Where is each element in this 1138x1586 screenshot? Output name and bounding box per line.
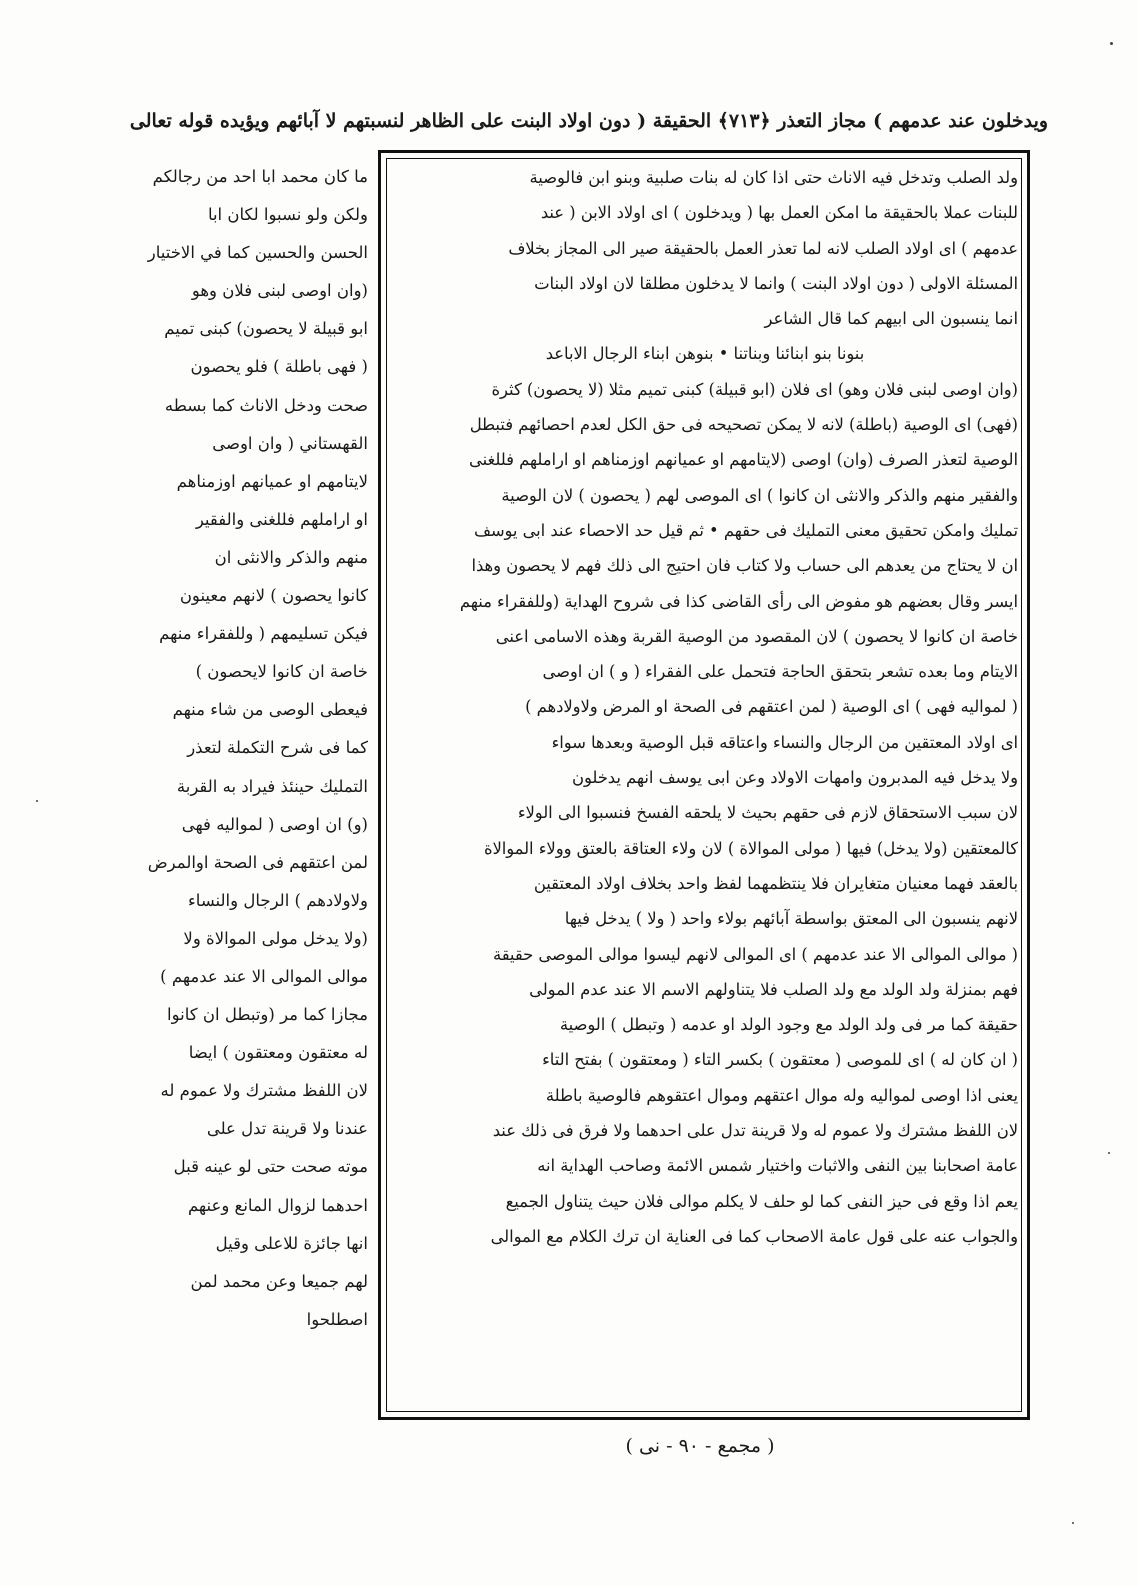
main-line: المسئلة الاولى ( دون اولاد البنت ) وانما لا يدخلون مطلقا لان اولاد البنات: [534, 273, 1018, 293]
main-line: الايتام وما بعده تشعر بتحقق الحاجة فتحمل على الفقراء ( و ) ان اوصى: [542, 662, 1018, 682]
side-line: انها جائزة للاعلى وقيل: [215, 1233, 368, 1253]
scan-speck: [1108, 1152, 1110, 1154]
side-line: (وان اوصى لبنى فلان وهو: [191, 281, 368, 301]
main-line: ولد الصلب وتدخل فيه الاناث حتى اذا كان له بنات صلبية وبنو ابن فالوصية: [529, 168, 1018, 187]
side-line: لايتامهم او عميانهم اوزمناهم: [176, 471, 368, 491]
side-line: له معتقون ومعتقون ) ايضا: [188, 1043, 368, 1063]
signature-mark: ( مجمع - ٩٠ - نى ): [625, 1435, 775, 1457]
main-line: فهم بمنزلة ولد الولد مع ولد الصلب فلا يتناولهم الاسم الا عند عدم المولى: [529, 979, 1018, 999]
poetry-verse: بنونا بنو ابنائنا وبناتنا • بنوهن ابناء الرجال الاباعد: [545, 344, 865, 364]
scan-speck: [1072, 1522, 1074, 1524]
main-line: والفقير منهم والذكر والانثى ان كانوا ) اى الموصى لهم ( يحصون ) لان الوصية: [501, 485, 1018, 505]
side-line: مجازا كما مر (وتبطل ان كانوا: [167, 1005, 368, 1025]
main-line: كالمعتقين (ولا يدخل) فيها ( مولى الموالاة ) لان ولاء العتاقة بالعتق وولاء الموالاة: [483, 838, 1018, 858]
main-line: ( موالى الموالى الا عند عدمهم ) اى الموالى لانهم ليسوا موالى الموصى حقيقة: [492, 944, 1018, 964]
side-column: [118, 158, 368, 1410]
side-line: (ولا يدخل مولى الموالاة ولا: [183, 928, 368, 948]
side-line: خاصة ان كانوا لايحصون ): [195, 662, 368, 682]
side-line: اصطلحوا: [306, 1309, 368, 1329]
main-line: والجواب عنه على قول عامة الاصحاب كما فى العناية ان ترك الكلام مع الموالى: [490, 1226, 1018, 1246]
side-line: لان اللفظ مشترك ولا عموم له: [160, 1081, 368, 1101]
main-line: ( ان كان له ) اى للموصى ( معتقون ) بكسر التاء ( ومعتقون ) بفتح التاء: [542, 1050, 1018, 1070]
main-line: انما ينسبون الى ابيهم كما قال الشاعر: [764, 309, 1018, 329]
main-line: بالعقد فهما معنيان متغايران فلا ينتظمهما لفظ واحد بخلاف اولاد المعتقين: [533, 873, 1018, 893]
side-line: فيكن تسليمهم ( وللفقراء منهم: [159, 624, 368, 644]
scan-speck: [1110, 42, 1113, 45]
side-line: (و) ان اوصى ( لمواليه فهى: [181, 814, 368, 834]
side-line: ابو قبيلة لا يحصون) كبنى تميم: [164, 319, 368, 339]
main-line: لان سبب الاستحقاق لازم فى حقهم بحيث لا يلحقه الفسخ فنسبوا الى الولاء: [517, 803, 1018, 823]
side-line: او اراملهم فللغنى والفقير: [195, 509, 368, 529]
side-line: ( فهى باطلة ) فلو يحصون: [190, 357, 368, 377]
main-line: لانهم ينسبون الى المعتق بواسطة آبائهم بولاء واحد ( ولا ) يدخل فيها: [564, 909, 1018, 929]
main-line: خاصة ان كانوا لا يحصون ) لان المقصود من الوصية القربة وهذه الاسامى اعنى: [495, 626, 1018, 646]
main-line: للبنات عملا بالحقيقة ما امكن العمل بها ( ويدخلون ) اى اولاد الابن ( عند: [540, 203, 1018, 223]
side-line: عندنا ولا قرينة تدل على: [206, 1119, 368, 1139]
side-line: ما كان محمد ابا احد من رجالكم: [152, 167, 368, 186]
side-line: لمن اعتقهم فى الصحة اوالمرض: [147, 852, 368, 872]
side-line: منهم والذكر والانثى ان: [214, 547, 368, 567]
main-column: [392, 160, 1018, 1410]
side-line: فيعطى الوصى من شاء منهم: [172, 700, 368, 720]
side-line: احدهما لزوال المانع وعنهم: [187, 1195, 368, 1215]
main-line: يعنى اذا اوصى لمواليه وله موال اعتقهم وموال اعتقوهم فالوصية باطلة: [545, 1085, 1018, 1105]
scan-speck: [36, 800, 38, 802]
main-line: لان اللفظ مشترك ولا عموم له ولا قرينة تدل على احدهما ولا فرق فى ذلك عند: [492, 1121, 1018, 1141]
side-line: موته صحت حتى لو عينه قبل: [173, 1157, 368, 1177]
side-line: الحسن والحسين كما في الاختيار: [147, 243, 368, 263]
side-line: كانوا يحصون ) لانهم معينون: [179, 586, 368, 606]
side-line: القهستاني ( وان اوصى: [212, 433, 368, 453]
main-line: تمليك وامكن تحقيق معنى التمليك فى حقهم • ثم قيل حد الاحصاء عند ابى يوسف: [473, 520, 1018, 540]
main-line: ( لمواليه فهى ) اى الوصية ( لمن اعتقهم فى الصحة او المرض ولاولادهم ): [525, 697, 1018, 717]
running-header: ويدخلون عند عدمهم ) مجاز التعذر ﴿٧١٣﴾ الحقيقة ( دون اولاد البنت على الظاهر لنسبتهم لا آبائهم ويؤيده قوله تعالى: [129, 110, 1049, 132]
main-line: (وان اوصى لبنى فلان وهو) اى فلان (ابو قبيلة) كبنى تميم مثلا (لا يحصون) كثرة: [491, 379, 1018, 399]
side-line: ولاولادهم ) الرجال والنساء: [188, 890, 368, 910]
side-line: ولكن ولو نسبوا لكان ابا: [207, 205, 368, 225]
main-line: الوصية لتعذر الصرف (وان) اوصى (لايتامهم او عميانهم اوزمناهم او اراملهم فللغنى: [469, 450, 1018, 470]
main-line: عدمهم ) اى اولاد الصلب لانه لما تعذر العمل بالحقيقة صير الى المجاز بخلاف: [508, 238, 1018, 258]
main-line: (فهى) اى الوصية (باطلة) لانه لا يمكن تصحيحه فى حق الكل لعدم احصائهم فتبطل: [469, 415, 1018, 435]
main-line: عامة اصحابنا بين النفى والاثبات واختيار شمس الائمة وصاحب الهداية انه: [537, 1156, 1018, 1176]
main-line: ولا يدخل فيه المدبرون وامهات الاولاد وعن ابى يوسف انهم يدخلون: [571, 768, 1018, 788]
main-line: اى اولاد المعتقين من الرجال والنساء واعتاقه قبل الوصية وبعدها سواء: [551, 732, 1018, 752]
side-line: لهم جميعا وعن محمد لمن: [190, 1271, 368, 1291]
main-line: حقيقة كما مر فى ولد الولد مع وجود الولد او عدمه ( وتبطل ) الوصية: [559, 1015, 1018, 1035]
main-line: يعم اذا وقع فى حيز النفى كما لو حلف لا يكلم موالى فلان حيث يتناول الجميع: [505, 1191, 1018, 1211]
main-line: ايسر وقال بعضهم هو مفوض الى رأى القاضى كذا فى شروح الهداية (وللفقراء منهم: [459, 591, 1018, 611]
side-line: التمليك حينئذ فيراد به القربة: [176, 776, 368, 796]
side-line: صحت ودخل الاناث كما بسطه: [164, 395, 368, 415]
main-line: ان لا يحتاج من يعدهم الى حساب ولا كتاب فان احتيج الى ذلك فهم لا يحصون وهذا: [471, 556, 1018, 576]
side-line: كما فى شرح التكملة لتعذر: [187, 738, 368, 758]
side-line: موالى الموالى الا عند عدمهم ): [160, 966, 368, 986]
